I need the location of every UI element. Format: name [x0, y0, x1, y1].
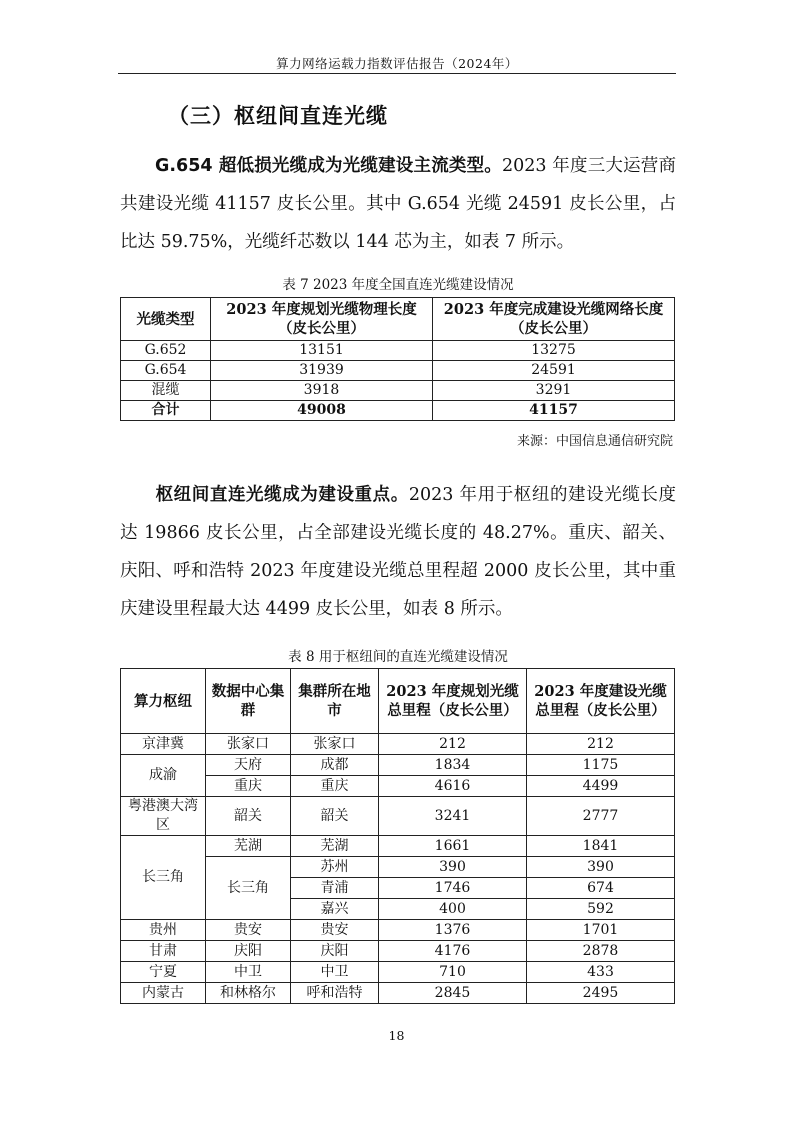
table-cell: 433 — [527, 962, 675, 983]
table-row — [121, 361, 675, 381]
table-cell: 青浦 — [291, 878, 379, 899]
table-cell: 混缆 — [121, 381, 211, 401]
table-cell: 韶关 — [206, 797, 291, 836]
table-cell: 合计 — [121, 401, 211, 421]
table-cell: 重庆 — [291, 776, 379, 797]
table-cell: 张家口 — [206, 734, 291, 755]
table-cell: 212 — [527, 734, 675, 755]
table-cell: G.654 — [121, 361, 211, 381]
table-cell: 674 — [527, 878, 675, 899]
table-row — [121, 941, 675, 962]
table-row — [121, 983, 675, 1004]
table-cell: 贵安 — [291, 920, 379, 941]
paragraph-body: 2023 年用于枢纽的建设光缆长度达 19866 皮长公里，占全部建设光缆长度的 48.27%。重庆、韶关、庆阳、呼和浩特 2023 年度建设光缆总里程超 2000 皮长公里，其中重庆建设里程最大达 4499 皮长公里，如表 8 所示。 — [120, 485, 676, 619]
table-cell: 592 — [527, 899, 675, 920]
header-divider — [118, 73, 676, 74]
column-header: 光缆类型 — [121, 298, 211, 341]
table-row — [121, 734, 675, 755]
table-cell: 张家口 — [291, 734, 379, 755]
table-cell: 41157 — [433, 401, 675, 421]
table-cell: 710 — [379, 962, 527, 983]
table-cell: 贵安 — [206, 920, 291, 941]
table-cell: 2495 — [527, 983, 675, 1004]
paragraph-lead: 枢纽间直连光缆成为建设重点。 — [155, 485, 409, 505]
table-cell: 1746 — [379, 878, 527, 899]
table-cell: 韶关 — [291, 797, 379, 836]
table7-caption: 表 7 2023 年度全国直连光缆建设情况 — [282, 277, 514, 293]
table-cell: 宁夏 — [121, 962, 206, 983]
table-header-row — [121, 669, 675, 734]
paragraph-body: 2023 年度三大运营商共建设光缆 41157 皮长公里。其中 G.654 光缆 24591 皮长公里，占比达 59.75%，光缆纤芯数以 144 芯为主，如表 7 所示。 — [120, 156, 676, 252]
table-cell: 成渝 — [121, 755, 206, 797]
table-cell: 24591 — [433, 361, 675, 381]
table-cell: 芜湖 — [291, 836, 379, 857]
table-cell: 粤港澳大湾区 — [121, 797, 206, 836]
paragraph-lead: G.654 超低损光缆成为光缆建设主流类型。 — [155, 156, 502, 176]
table8 — [120, 668, 675, 1004]
table-cell: 和林格尔 — [206, 983, 291, 1004]
table-cell: 3918 — [211, 381, 433, 401]
table-cell: 重庆 — [206, 776, 291, 797]
table-cell: 天府 — [206, 755, 291, 776]
table-cell: 庆阳 — [206, 941, 291, 962]
column-header: 数据中心集群 — [206, 669, 291, 734]
table-row — [121, 381, 675, 401]
table7 — [120, 297, 675, 421]
column-header: 算力枢纽 — [121, 669, 206, 734]
table-cell: 13275 — [433, 341, 675, 361]
column-header: 2023 年度完成建设光缆网络长度（皮长公里） — [433, 298, 675, 341]
table-cell: 1376 — [379, 920, 527, 941]
table-cell: 1175 — [527, 755, 675, 776]
table-cell: 212 — [379, 734, 527, 755]
table-cell: 4499 — [527, 776, 675, 797]
table7-source: 来源：中国信息通信研究院 — [516, 434, 673, 449]
table-cell: 中卫 — [206, 962, 291, 983]
table-cell: 芜湖 — [206, 836, 291, 857]
total-row — [121, 401, 675, 421]
table-row — [121, 341, 675, 361]
table-cell: 390 — [527, 857, 675, 878]
paragraph-g654 — [120, 147, 676, 261]
table-cell: 49008 — [211, 401, 433, 421]
running-header: 算力网络运载力指数评估报告（2024年） — [276, 56, 518, 71]
table-cell: 2845 — [379, 983, 527, 1004]
table-cell: 1661 — [379, 836, 527, 857]
table-cell: 中卫 — [291, 962, 379, 983]
column-header: 2023 年度规划光缆物理长度（皮长公里） — [211, 298, 433, 341]
paragraph-hub-cables — [120, 476, 676, 628]
column-header: 集群所在地市 — [291, 669, 379, 734]
table-cell: 13151 — [211, 341, 433, 361]
table-cell: 1834 — [379, 755, 527, 776]
table-cell: 2878 — [527, 941, 675, 962]
table-cell: 贵州 — [121, 920, 206, 941]
column-header: 2023 年度建设光缆总里程（皮长公里） — [527, 669, 675, 734]
table-cell: 甘肃 — [121, 941, 206, 962]
table-row — [121, 755, 675, 776]
table-cell: 4176 — [379, 941, 527, 962]
table-cell: 长三角 — [121, 836, 206, 920]
table-cell: 庆阳 — [291, 941, 379, 962]
table-row — [121, 797, 675, 836]
table-cell: 4616 — [379, 776, 527, 797]
table-row — [121, 920, 675, 941]
section-title: （三）枢纽间直连光缆 — [168, 104, 388, 128]
table-cell: 呼和浩特 — [291, 983, 379, 1004]
column-header: 2023 年度规划光缆总里程（皮长公里） — [379, 669, 527, 734]
table-row — [121, 962, 675, 983]
table-cell: 长三角 — [206, 857, 291, 920]
table-cell: G.652 — [121, 341, 211, 361]
table-cell: 京津冀 — [121, 734, 206, 755]
page-number: 18 — [388, 1028, 405, 1043]
table-cell: 内蒙古 — [121, 983, 206, 1004]
table-cell: 3291 — [433, 381, 675, 401]
table-cell: 2777 — [527, 797, 675, 836]
table-header-row — [121, 298, 675, 341]
table-cell: 1701 — [527, 920, 675, 941]
table-cell: 苏州 — [291, 857, 379, 878]
table-cell: 成都 — [291, 755, 379, 776]
table-cell: 400 — [379, 899, 527, 920]
table8-caption: 表 8 用于枢纽间的直连光缆建设情况 — [288, 649, 508, 665]
table-cell: 390 — [379, 857, 527, 878]
table-cell: 31939 — [211, 361, 433, 381]
table-cell: 嘉兴 — [291, 899, 379, 920]
table-cell: 3241 — [379, 797, 527, 836]
table-cell: 1841 — [527, 836, 675, 857]
table-row — [121, 836, 675, 857]
